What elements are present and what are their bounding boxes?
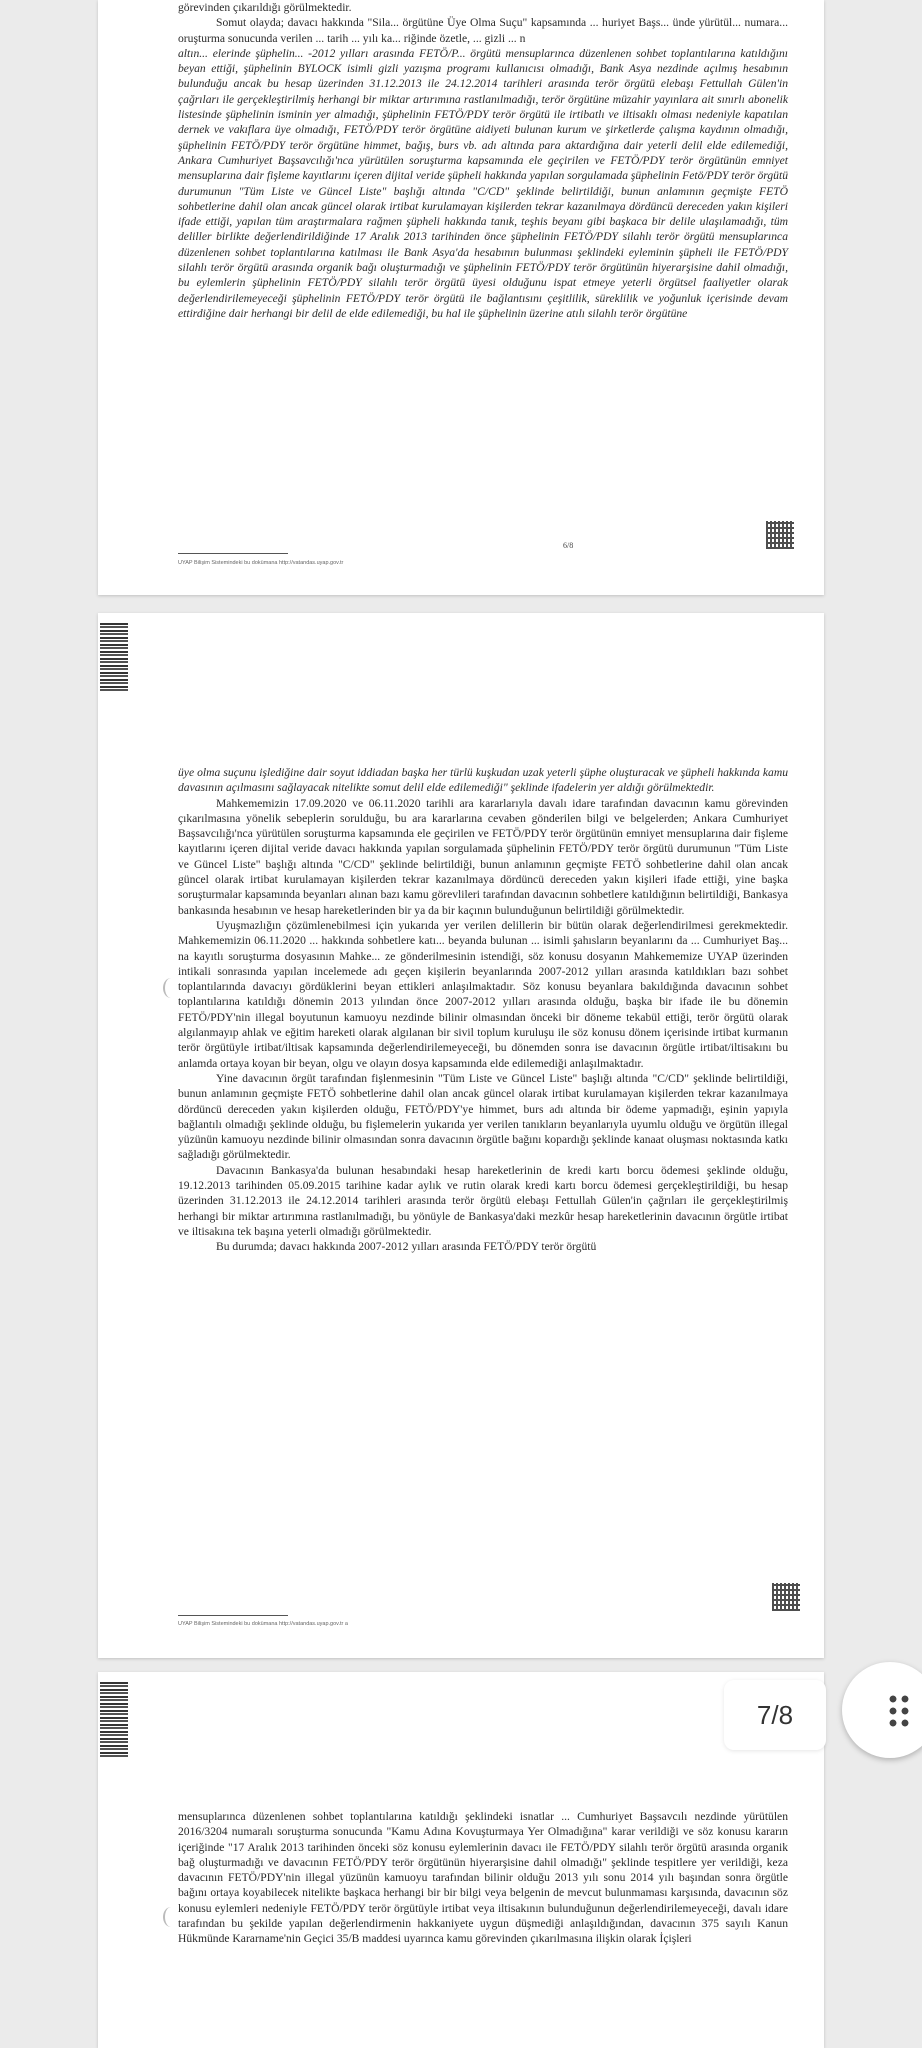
page-footer: UYAP Bilişim Sistemindeki bu dokümana http://vatandas.uyap.gov.tr: [178, 560, 344, 566]
page-number: 6/8: [563, 541, 574, 550]
paragraph: Yine davacının örgüt tarafından fişlenmesinin "Tüm Liste ve Güncel Liste" başlığı altında "C/CD" şeklinde belirtildiği, bunun anlamının geçmişte FETÖ sohbetlerine dahil olan ancak güncel olarak irtibat kurulamayan kişilerden tekrar kazanılmaya dördüncü dereceden yakın kişilerden olduğu, FETÖ/PDY'ye himmet, burs adı altında bir ödeme yapmadığı, eşinin yapıyla bağlantılı olmadığı şeklinde olduğu, bu fişlemelerin yukarıda yer verilen tanıkların beyanlarıyla uyumlu olduğu ve örgütün illegal yüzünün kamuoyu nezdinde bilinir olmasından sonra davacının örgütle bağını kopardığı şeklinde kanaat oluşması noktasında katkı sağladığı görülmektedir.: [178, 1071, 788, 1162]
page-indicator: 7/8: [724, 1680, 826, 1750]
binding-mark: [100, 623, 128, 693]
margin-mark: [163, 978, 179, 998]
paragraph: görevinden çıkarıldığı görülmektedir.: [178, 1, 352, 14]
paragraph: Uyuşmazlığın çözümlenebilmesi için yukarıda yer verilen delillerin bir bütün olarak değerlendirilmesi gerekmektedir. Mahkememizin 06.11.2020 ... hakkında sohbetlere katı... beyanda bulunan ... isimli şahısların beyanlarını da ... Cumhuriyet Baş... na kayıtlı soruşturma dosyasının Mahke... ze gönderilmesinin istendiği, söz konusu dosyanın Mahkememize UYAP üzerinden intikali sonrasında yapılan incelemede adı geçen kişilerin beyanlarında 2007-2012 yılları arasında katıldıkları bazı sohbet toplantılarında davacıyı gördüklerini beyan ettikleri anlaşılmaktadır. Söz konusu beyanlara bakıldığında davacının sohbet toplantılarına katıldığı dönemin 2013 yılından önce 2007-2012 yılları arasında olduğu, başka bir ifade ile bu dönemin FETÖ/PDY'nin illegal boyutunun kamuoyu nezdinde bilinir olmasından önceki bir döneme tekabül ettiği, terör örgütü olarak algılanmayıp ahlak ve eğitim hareketi olarak algılanan bir sivil toplum kuruluşu ile söz konusu dönem içerisinde irtibat kurmanın terör örgütüyle irtibat/iltisak kapsamında değerlendirilemeyeceği, bu dönemden sonra ise davacının örgütle irtibat/iltisakını bu anlamda ortaya koyan bir beyan, olgu ve olayın dosya kapsamında elde edilemediği anlaşılmaktadır.: [178, 918, 788, 1070]
paragraph: Bu durumda; davacı hakkında 2007-2012 yılları arasında FETÖ/PDY terör örgütü: [216, 1240, 597, 1254]
paragraph: mensuplarınca düzenlenen sohbet toplantılarına katıldığı şeklindeki isnatlar ... Cumhuriyet Başsavcılı nezdinde yürütülen 2016/3204 numaralı soruşturma sonucunda "Kamu Adına Kovuşturmaya Yer Olmadığına" karar verildiği ve söz konusu kararın içeriğinde "17 Aralık 2013 tarihinden önceki söz konusu eylemlerinin davacı ile FETÖ/PDY silahlı terör örgütü arasında organik bağ oluşturmadığı ve davacının FETÖ/PDY terör örgütünün hiyerarşisine dahil olmadığı" şeklinde tespitlere yer verildiği, keza davacının FETÖ/PDY'nin illegal yüzünün kamuoyu tarafından bilinir olduğu 2013 yılı sonu 2014 yılı başından sonra örgütle bağını ortaya koyabilecek nitelikte başkaca herhangi bir bir bilgi veya belgenin de mevcut bulunmaması karşısında, davacının söz konusu eylemleri nedeniyle FETÖ/PDY terör örgütüyle irtibat veya iltisakının bulunduğunun değerlendirilemeyeceği, davalı idare tarafından bu şekilde yapılan değerlendirmenin hakkaniyete uygun düşmediği anlaşıldığından, davacının 375 sayılı Kanun Hükmünde Kararname'nin Geçici 35/B maddesi uyarınca kamu görevinden çıkarılmasına ilişkin olarak İçişleri: [178, 1810, 788, 1946]
margin-mark: [163, 1907, 179, 1927]
page-footer: UYAP Bilişim Sistemindeki bu dokümana http://vatandas.uyap.gov.tr a: [178, 1621, 348, 1627]
paragraph: Somut olayda; davacı hakkında "Sila... örgütüne Üye Olma Suçu" kapsamında ... huriyet Başs... ünde yürütül... numara... oruşturma sonucunda verilen ... tarih ... yılı ka... riğinde özetle, ... gizli ... n: [178, 16, 788, 45]
document-page-8: [98, 1672, 824, 2048]
paragraph: üye olma suçunu işlediğine dair soyut iddiadan başka her türlü kuşkudan uzak yeterli şüphe oluşturacak ve şüpheli hakkında kamu davasının açılmasını sağlayacak nitelikte somut delil elde edilemediği" şeklinde ifadelerin yer aldığı görülmektedir.: [178, 766, 788, 795]
document-page-6: [98, 0, 824, 595]
page-7-body: [178, 765, 788, 1255]
page-6-body: [178, 0, 788, 321]
footer-rule: [178, 1615, 288, 1616]
qr-code-icon: [772, 1583, 800, 1611]
document-page-7: [98, 613, 824, 1658]
paragraph: Davacının Bankasya'da bulunan hesabındaki hesap hareketlerinin de kredi kartı borcu ödemesi şeklinde olduğu, 19.12.2013 tarihinden 05.09.2015 tarihine kadar aylık ve rutin olarak kredi kartı borcu ödemesi gerçekleştirildiği, bu hesap üzerinden 31.12.2013 ile 24.12.2014 tarihleri arasında terör örgütü elebaşı Fettullah Gülen'in çağrıları ile gerçekleştirilmiş herhangi bir miktar artırımına rastlanılmadığı, bu yönüyle de Bankasya'daki mezkûr hesap hareketlerinin davacının örgütle irtibat ve iltisakına tek başına yeterli olmadığı görülmektedir.: [178, 1163, 788, 1238]
fast-scroll-handle[interactable]: [842, 1662, 922, 1758]
binding-mark: [100, 1682, 128, 1757]
qr-code-icon: [766, 521, 794, 549]
footer-rule: [178, 553, 288, 554]
paragraph: altın... elerinde şüphelin... -2012 yılları arasında FETÖ/P... örgütü mensuplarınca düzenlenen sohbet toplantılarına katıldığını beyan ettiği, şüphelinin BYLOCK isimli gizli yazışma programı kullanıcısı olmadığı, Bank Asya nezdinde açılmış hesabının bulunduğu ancak bu hesap üzerinden 31.12.2013 ile 24.12.2014 tarihleri arasında terör örgütü elebaşı Fettullah Gülen'in çağrıları ile gerçekleştirilmiş herhangi bir miktar artırımına rastlanılmadığı, terör örgütüne müzahir yayınlara ait sınırlı abonelik listesinde şüphelinin isminin yer almadığı, şüphelinin FETÖ/PDY terör örgütü ile irtibatlı ve iltisaklı olması nedeniyle kapatılan dernek ve vakıflara üye olmadığı, FETÖ/PDY terör örgütüne aidiyeti bulunan kurum ve şirketlerde çalışma kaydının olmadığı, şüphelinin FETÖ/PDY terör örgütüne himmet, bağış, burs vb. adı altında para aktardığına dair yeterli delil elde edilemediği, Ankara Cumhuriyet Başsavcılığı'nca yürütülen soruşturma kapsamında ele geçirilen ve FETÖ/PDY terör örgütünün emniyet mensuplarına dair fişleme kayıtlarını içeren dijital veride şüpheli hakkında yapılan sorgulamada şüphelinin Fetö/PDY terör örgütü durumunun "Tüm Liste ve Güncel Liste" başlığı altında "C/CD" şeklinde belirtildiği, bunun anlamının geçmişte FETÖ sohbetlerine dahil olan ancak güncel olarak irtibat kurulamayan kişilerden tekrar kazanılmaya dördüncü dereceden yakın kişileri ifade ettiği, yapılan tüm araştırmalara rağmen şüpheli hakkında tanık, teşhis beyanı gibi başkaca bir delile ulaşılamadığı, tüm deliller birlikte değerlendirildiğinde 17 Aralık 2013 tarihinden önce şüphelinin FETÖ/PDY silahlı terör örgütü mensuplarınca düzenlenen sohbet toplantılarına katılması ile Bank Asya'da hesabının bulunması şeklindeki eyleminin şüpheli ile FETÖ/PDY silahlı terör örgütü arasında organik bağı oluşturmadığı ve şüphelinin FETÖ/PDY terör örgütünün hiyerarşisine dahil olmadığı, bu eylemlerin şüphelinin FETÖ/PDY silahlı terör örgütü üyesi olduğunu ispat etmeye yeterli örgütsel faaliyetler olarak değerlendirilemeyeceği şüphelinin FETÖ/PDY terör örgütü ile bağlantısını çeşitlilik, süreklilik ve yoğunluk içerisinde devam ettirdiğine dair herhangi bir delil de elde edilemediği, bu hal ile şüphelinin üzerine atılı silahlı terör örgütüne: [178, 46, 788, 320]
page-8-body: [178, 1809, 788, 1947]
paragraph: Mahkememizin 17.09.2020 ve 06.11.2020 tarihli ara kararlarıyla davalı idare tarafından davacının kamu görevinden çıkarılmasına yönelik sebeplerin sorulduğu, bu ara kararlarına cevaben gönderilen bilgi ve belgelerden; Ankara Cumhuriyet Başsavcılığı'nca yürütülen soruşturma kapsamında ele geçirilen ve FETÖ/PDY terör örgütünün emniyet mensuplarına dair fişleme kayıtlarını içeren dijital veride davacı hakkında yapılan sorgulamada şüphelinin FETÖ/PDY terör örgütü durumunun "Tüm Liste ve Güncel Liste" başlığı altında "C/CD" şeklinde belirtildiği, bunun anlamının geçmişte FETÖ sohbetlerine dahil olan ancak güncel olarak irtibat kurulamayan kişilerden tekrar kazanılmaya dördüncü dereceden yakın kişileri ifade ettiği, yine başka soruşturmalar kapsamında beyanları alınan bazı kamu görevlileri tarafından davacının sohbetlere katıldığının belirtildiği, Bankasya bankasında hesabının ve hesap hareketlerinden bir ya da bir kaçının bulunduğunun belirtildiği görülmektedir.: [178, 796, 788, 917]
drag-dots-icon: [887, 1693, 911, 1727]
